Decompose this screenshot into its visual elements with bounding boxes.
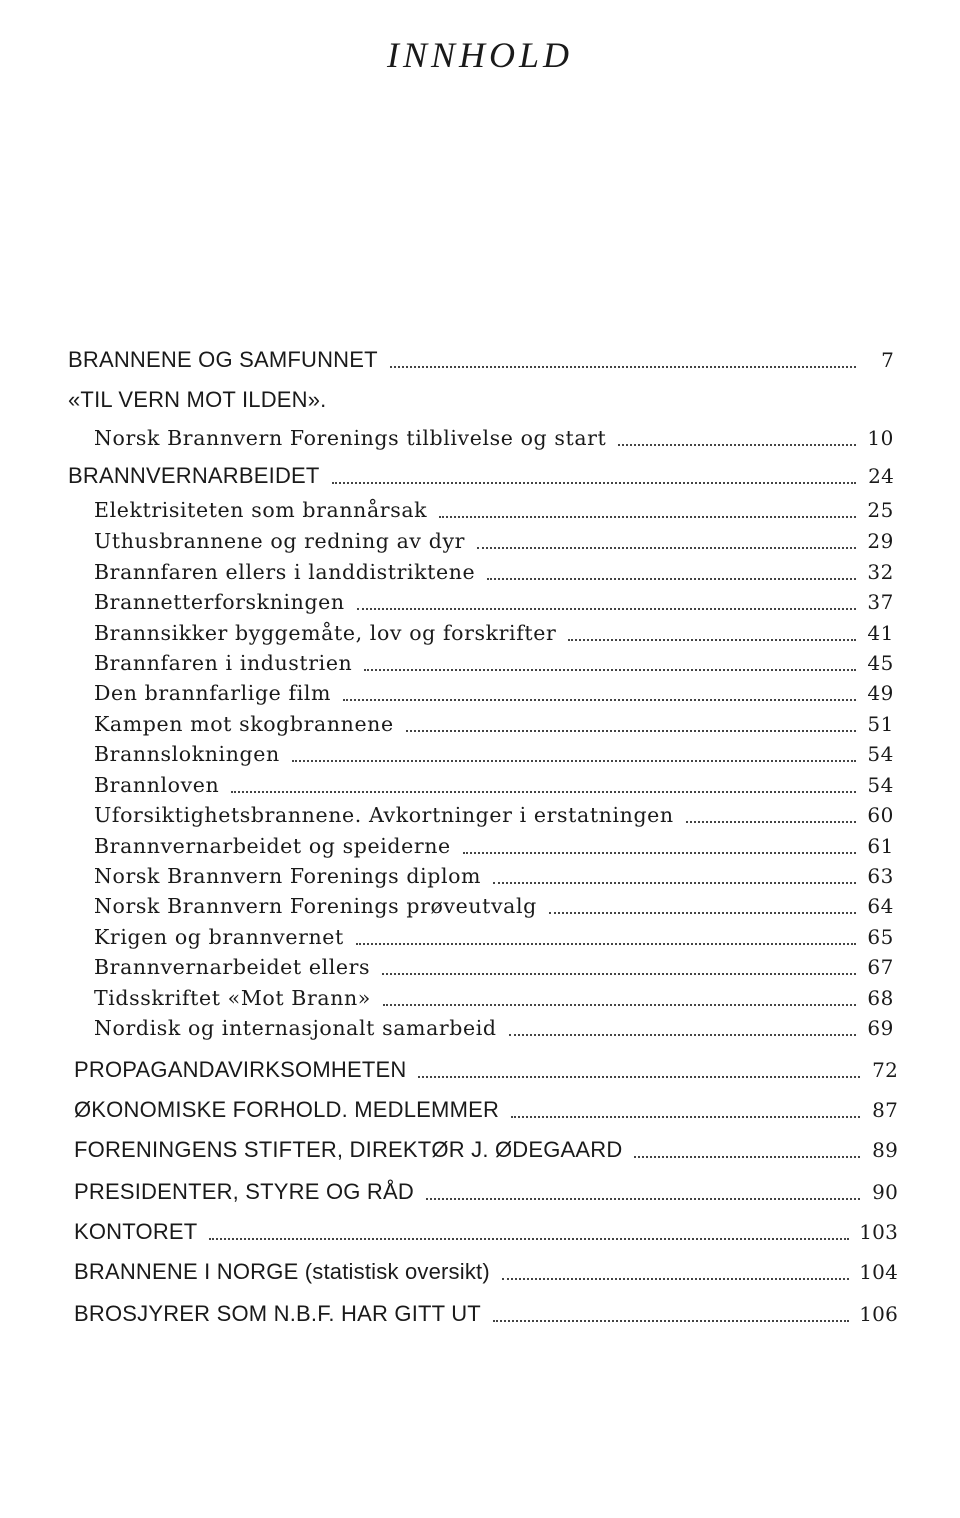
toc-entry-title: Uthusbrannene og redning av dyr xyxy=(94,529,466,553)
toc-entry[interactable] xyxy=(74,1096,898,1124)
toc-entry[interactable] xyxy=(94,619,894,647)
toc-entry-title: Norsk Brannvern Forenings tilblivelse og start xyxy=(94,426,607,450)
toc-entry-page: 60 xyxy=(867,803,894,827)
toc-entry[interactable] xyxy=(94,527,894,555)
toc-entry-page: 65 xyxy=(867,925,894,949)
dot-leader xyxy=(549,912,856,914)
toc-entry-title: Norsk Brannvern Forenings diplom xyxy=(94,864,482,888)
toc-entry-title: BROSJYRER SOM N.B.F. HAR GITT UT xyxy=(74,1301,481,1326)
dot-leader xyxy=(634,1156,860,1158)
toc-entry[interactable] xyxy=(94,1014,894,1042)
dot-leader xyxy=(382,973,856,975)
toc-entry-title: BRANNENE OG SAMFUNNET xyxy=(68,347,378,372)
dot-leader xyxy=(231,791,856,793)
toc-entry[interactable] xyxy=(94,771,894,799)
toc-entry[interactable] xyxy=(74,1300,898,1328)
toc-entry[interactable] xyxy=(94,892,894,920)
toc-entry[interactable] xyxy=(74,1258,898,1286)
toc-entry-title: «TIL VERN MOT ILDEN». xyxy=(68,387,327,412)
page-title: INNHOLD xyxy=(386,35,574,75)
dot-leader xyxy=(383,1004,856,1006)
toc-entry[interactable] xyxy=(94,984,894,1012)
toc-entry[interactable] xyxy=(74,1056,898,1084)
toc-entry-title: Den brannfarlige film xyxy=(94,681,332,705)
dot-leader xyxy=(568,639,856,641)
dot-leader xyxy=(686,821,856,823)
toc-entry-page: 106 xyxy=(859,1302,898,1326)
toc-entry-title: Brannloven xyxy=(94,773,220,797)
toc-entry-title: BRANNENE I NORGE (statistisk oversikt) xyxy=(74,1259,490,1284)
toc-entry-title: BRANNVERNARBEIDET xyxy=(68,463,320,488)
toc-entry[interactable] xyxy=(94,558,894,586)
toc-entry-page: 45 xyxy=(867,651,894,675)
toc-entry-page: 37 xyxy=(867,590,894,614)
toc-entry-page: 64 xyxy=(867,894,894,918)
toc-entry-title: Elektrisiteten som brannårsak xyxy=(94,498,428,522)
toc-entry-page: 32 xyxy=(867,560,894,584)
toc-entry[interactable] xyxy=(94,862,894,890)
toc-entry-title: Brannvernarbeidet og speiderne xyxy=(94,834,451,858)
toc-entry-page: 29 xyxy=(867,529,894,553)
dot-leader xyxy=(209,1238,849,1240)
dot-leader xyxy=(364,669,856,671)
toc-entry-title: Norsk Brannvern Forenings prøveutvalg xyxy=(94,894,537,918)
toc-entry-page: 49 xyxy=(867,681,894,705)
toc-entry-page: 104 xyxy=(859,1260,898,1284)
dot-leader xyxy=(463,852,856,854)
dot-leader xyxy=(406,730,856,732)
toc-entry-title: Brannvernarbeidet ellers xyxy=(94,955,371,979)
toc-entry[interactable] xyxy=(74,1136,898,1164)
dot-leader xyxy=(292,760,856,762)
toc-entry-page: 72 xyxy=(872,1058,898,1082)
dot-leader xyxy=(493,1320,849,1322)
dot-leader xyxy=(502,1278,849,1280)
toc-entry[interactable] xyxy=(94,679,894,707)
toc-entry-title: ØKONOMISKE FORHOLD. MEDLEMMER xyxy=(74,1097,500,1122)
dot-leader xyxy=(426,1198,860,1200)
toc-entry-page: 89 xyxy=(872,1138,898,1162)
toc-entry-title: KONTORET xyxy=(74,1219,198,1244)
toc-entry-title: Brannsikker byggemåte, lov og forskrifter xyxy=(94,621,557,645)
toc-entry-page: 54 xyxy=(867,742,894,766)
toc-entry-title: PROPAGANDAVIRKSOMHETEN xyxy=(74,1057,407,1082)
toc-entry-page: 54 xyxy=(867,773,894,797)
toc-entry[interactable] xyxy=(94,740,894,768)
dot-leader xyxy=(418,1076,860,1078)
toc-entry[interactable] xyxy=(68,346,894,374)
toc-entry[interactable] xyxy=(68,386,894,414)
toc-entry-title: Nordisk og internasjonalt samarbeid xyxy=(94,1016,497,1040)
dot-leader xyxy=(618,444,856,446)
dot-leader xyxy=(356,943,856,945)
toc-entry-page: 7 xyxy=(881,348,894,372)
toc-entry-title: Kampen mot skogbrannene xyxy=(94,712,394,736)
toc-entry-title: Uforsiktighetsbrannene. Avkortninger i erstatningen xyxy=(94,803,674,827)
toc-entry-page: 24 xyxy=(868,464,894,488)
toc-entry[interactable] xyxy=(94,923,894,951)
toc-entry-title: FORENINGENS STIFTER, DIREKTØR J. ØDEGAARD xyxy=(74,1137,623,1162)
toc-entry-title: Tidsskriftet «Mot Brann» xyxy=(94,986,371,1010)
toc-entry-page: 67 xyxy=(867,955,894,979)
toc-entry[interactable] xyxy=(94,832,894,860)
toc-entry-page: 10 xyxy=(867,426,894,450)
dot-leader xyxy=(487,578,856,580)
toc-entry-page: 25 xyxy=(867,498,894,522)
toc-entry[interactable] xyxy=(94,649,894,677)
toc-entry-page: 90 xyxy=(872,1180,898,1204)
toc-entry[interactable] xyxy=(68,462,894,490)
dot-leader xyxy=(343,699,856,701)
dot-leader xyxy=(493,882,856,884)
toc-entry-page: 63 xyxy=(867,864,894,888)
toc-entry-page: 68 xyxy=(867,986,894,1010)
toc-entry-page: 61 xyxy=(867,834,894,858)
toc-entry[interactable] xyxy=(94,710,894,738)
toc-entry[interactable] xyxy=(74,1178,898,1206)
dot-leader xyxy=(509,1034,856,1036)
toc-entry-title: Brannfaren ellers i landdistriktene xyxy=(94,560,476,584)
toc-entry-page: 41 xyxy=(867,621,894,645)
dot-leader xyxy=(477,547,856,549)
toc-entry-title: Krigen og brannvernet xyxy=(94,925,344,949)
toc-entry[interactable] xyxy=(94,953,894,981)
toc-entry[interactable] xyxy=(74,1218,898,1246)
toc-entry-page: 69 xyxy=(867,1016,894,1040)
dot-leader xyxy=(439,516,856,518)
dot-leader xyxy=(332,482,856,484)
toc-entry-title: Brannslokningen xyxy=(94,742,280,766)
toc-entry[interactable] xyxy=(94,588,894,616)
toc-entry[interactable] xyxy=(94,496,894,524)
toc-entry[interactable] xyxy=(94,801,894,829)
toc-entry-page: 103 xyxy=(859,1220,898,1244)
toc-entry-title: Brannfaren i industrien xyxy=(94,651,353,675)
toc-entry-title: Brannetterforskningen xyxy=(94,590,345,614)
toc-entry-title: PRESIDENTER, STYRE OG RÅD xyxy=(74,1179,414,1204)
toc-entry-page: 87 xyxy=(872,1098,898,1122)
toc-entry-page: 51 xyxy=(867,712,894,736)
dot-leader xyxy=(357,608,856,610)
dot-leader xyxy=(511,1116,860,1118)
dot-leader xyxy=(390,366,856,368)
toc-entry[interactable] xyxy=(94,424,894,452)
